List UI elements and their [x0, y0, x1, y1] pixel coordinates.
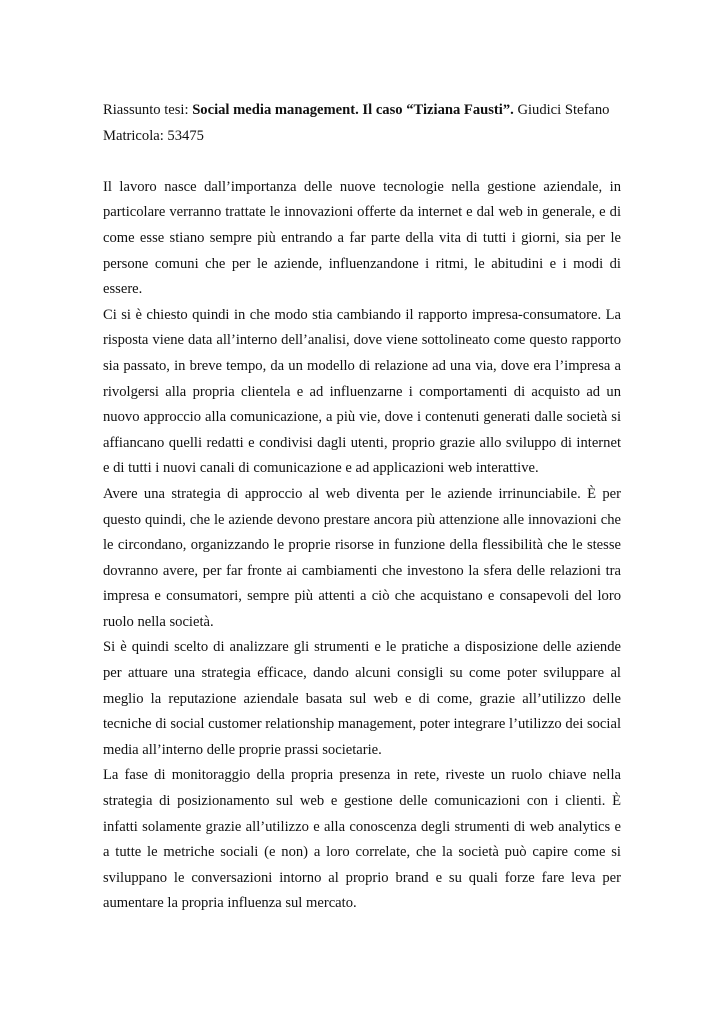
author-name: Giudici Stefano [513, 102, 610, 118]
paragraph-5: La fase di monitoraggio della propria presenza in rete, riveste un ruolo chiave nella strategia di posizionamento sul web e gestione delle comunicazioni con i clienti. È infatti solamente grazie all’utilizzo e alla conoscenza degli strumenti di web analytics e a tutte le metriche sociali (e non) a loro correlate, che la società può capire come si sviluppano le conversazioni intorno al proprio brand e su quali forze fare leva per aumentare la propria influenza sul mercato. [103, 767, 621, 912]
blank-line [103, 149, 621, 175]
thesis-title: Social media management. Il caso “Tiziana Fausti”. [192, 102, 514, 118]
document-header-line [103, 98, 621, 124]
header-prefix: Riassunto tesi: [103, 102, 193, 118]
paragraph-4: Si è quindi scelto di analizzare gli strumenti e le pratiche a disposizione delle aziende per attuare una strategia efficace, dando alcuni consigli su come poter sviluppare al meglio la reputazione aziendale basata sul web e di come, grazie all’utilizzo delle tecniche di social customer relationship management, poter integrare l’utilizzo dei social media all’interno delle proprie prassi societarie. [103, 639, 621, 758]
paragraph-1: Il lavoro nasce dall’importanza delle nuove tecnologie nella gestione aziendale, in particolare verranno trattate le innovazioni offerte da internet e dal web in generale, e di come esse stiano sempre più entrando a far parte della vita di tutti i giorni, sia per le persone comuni che per le aziende, influenzandone i ritmi, le abitudini e i modi di essere. [103, 178, 621, 298]
paragraph-3: Avere una strategia di approccio al web diventa per le aziende irrinunciabile. È per questo quindi, che le aziende devono prestare ancora più attenzione alle innovazioni che le circondano, organizzando le proprie risorse in funzione della flessibilità che le stesse dovranno avere, per far fronte ai cambiamenti che investono la sfera delle relazioni tra impresa e consumatori, sempre più attenti a ciò che acquistano e consapevoli del loro ruolo nella società. [103, 485, 621, 630]
student-id: Matricola: 53475 [103, 127, 204, 144]
paragraph-2: Ci si è chiesto quindi in che modo stia cambiando il rapporto impresa-consumatore. La risposta viene data all’interno dell’analisi, dove viene sottolineato come questo rapporto sia passato, in breve tempo, da un modello di relazione ad una via, dove era l’impresa a rivolgersi alla propria clientela e ad influenzarne i comportamenti di acquisto ad un nuovo approccio alla comunicazione, a più vie, dove i contenuti generati dalle società si affiancano quelli redatti e condivisi dagli utenti, proprio grazie allo sviluppo di internet e di tutti i nuovi canali di comunicazione e ad applicazioni web interattive. [103, 306, 621, 477]
document-body [103, 98, 621, 917]
